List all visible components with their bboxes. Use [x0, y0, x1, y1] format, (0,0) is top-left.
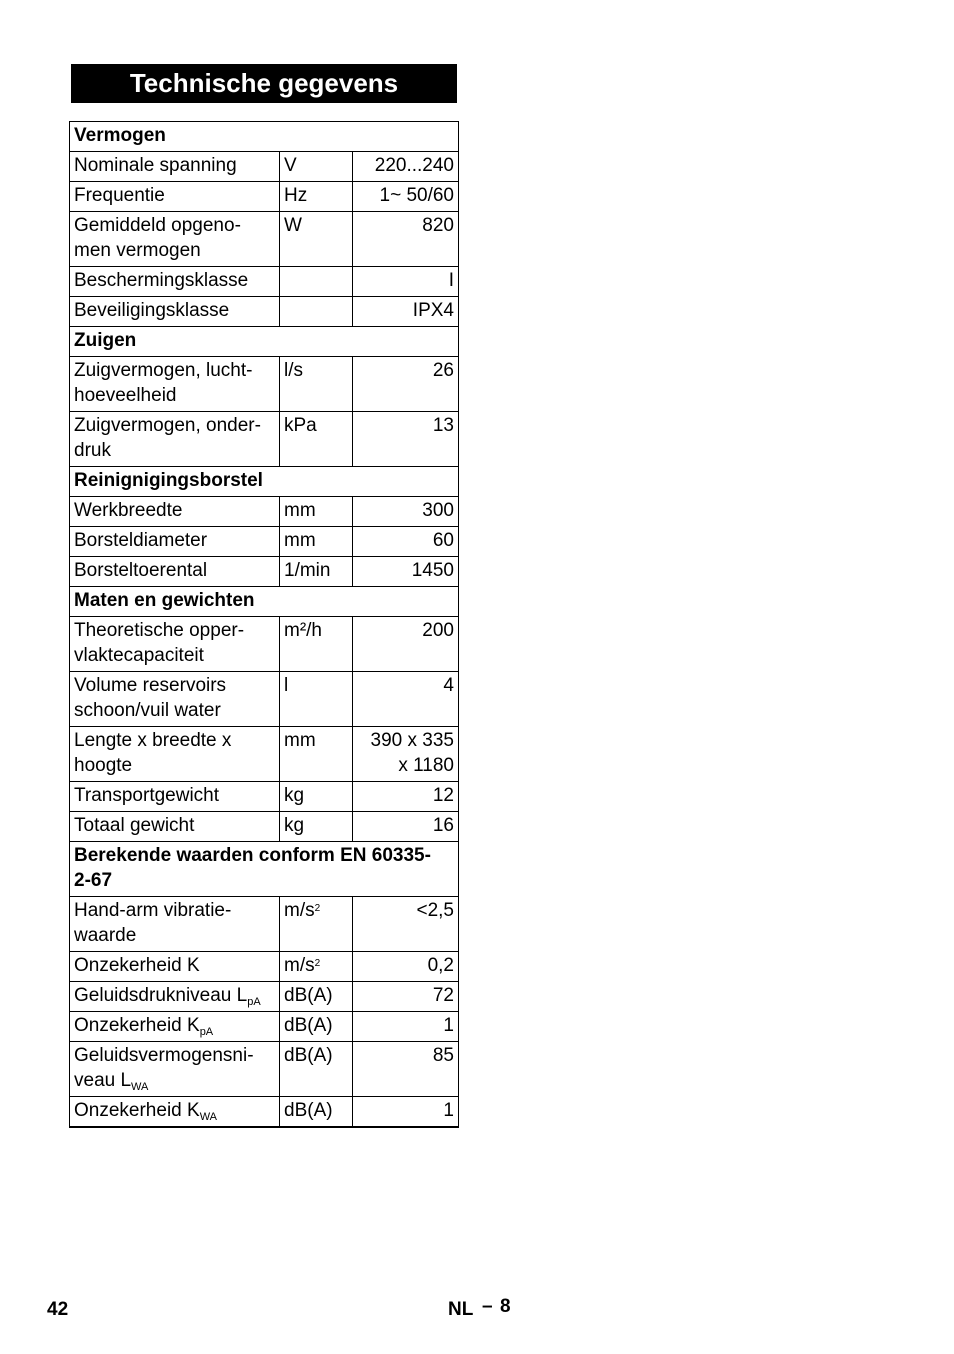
spec-label [70, 182, 280, 212]
spec-label-text: Transportgewicht [74, 785, 220, 806]
spec-label [70, 617, 280, 672]
spec-value: 12 [353, 782, 459, 812]
spec-unit-text: Hz [284, 185, 308, 206]
spec-label-text: Geluidsvermogensni- veau L [74, 1045, 254, 1091]
spec-unit-text: W [284, 215, 302, 236]
spec-value: 1 [353, 1012, 459, 1042]
spec-unit-text: kg [284, 815, 305, 836]
table-row [70, 267, 459, 297]
table-row [70, 212, 459, 267]
table-row [70, 1042, 459, 1097]
spec-value: 1~ 50/60 [353, 182, 459, 212]
spec-unit [280, 297, 353, 327]
spec-label-text: Zuigvermogen, onder- druk [74, 415, 261, 461]
spec-label-text: Beveiligingsklasse [74, 300, 230, 321]
spec-unit [280, 497, 353, 527]
spec-value: <2,5 [353, 897, 459, 952]
spec-label [70, 727, 280, 782]
spec-unit [280, 527, 353, 557]
table-row [70, 782, 459, 812]
spec-label-subscript: WA [131, 1081, 149, 1093]
table-row [70, 617, 459, 672]
section-heading: Maten en gewichten [70, 587, 459, 617]
table-row [70, 412, 459, 467]
section-header-row [70, 327, 459, 357]
spec-value: I [353, 267, 459, 297]
table-row [70, 952, 459, 982]
spec-unit [280, 812, 353, 842]
spec-unit [280, 267, 353, 297]
spec-label [70, 952, 280, 982]
spec-value: 390 x 335 x 1180 [353, 727, 459, 782]
spec-label [70, 412, 280, 467]
spec-label-text: Onzekerheid K [74, 1100, 200, 1121]
table-row [70, 982, 459, 1012]
table-row [70, 152, 459, 182]
table-row [70, 1012, 459, 1042]
spec-unit [280, 897, 353, 952]
spec-label-text: Frequentie [74, 185, 165, 206]
spec-label [70, 1042, 280, 1097]
page-title: Technische gegevens [71, 64, 457, 103]
spec-value: 1 [353, 1097, 459, 1128]
spec-unit-text: kPa [284, 415, 317, 436]
spec-label-text: Theoretische opper- vlaktecapaciteit [74, 620, 245, 666]
spec-label-text: Volume reservoirs schoon/vuil water [74, 675, 227, 721]
spec-label [70, 672, 280, 727]
spec-label [70, 152, 280, 182]
spec-label-subscript: pA [199, 1026, 214, 1038]
spec-unit [280, 982, 353, 1012]
table-row [70, 182, 459, 212]
spec-value: 13 [353, 412, 459, 467]
section-header-row [70, 587, 459, 617]
spec-unit [280, 152, 353, 182]
spec-label-text: Lengte x breedte x hoogte [74, 730, 232, 776]
spec-unit-text: dB(A) [284, 1045, 333, 1066]
spec-value: 820 [353, 212, 459, 267]
spec-unit-text: 1/min [284, 560, 331, 581]
spec-unit-text: dB(A) [284, 1015, 333, 1036]
spec-value: 4 [353, 672, 459, 727]
spec-unit-text: mm [284, 730, 316, 751]
spec-label [70, 1097, 280, 1128]
spec-value: 85 [353, 1042, 459, 1097]
spec-unit-text: l [284, 675, 289, 696]
technical-data-table [69, 121, 459, 1128]
spec-unit [280, 782, 353, 812]
spec-value: 0,2 [353, 952, 459, 982]
spec-unit [280, 727, 353, 782]
table-row [70, 672, 459, 727]
section-header-row [70, 467, 459, 497]
spec-label [70, 897, 280, 952]
spec-label [70, 212, 280, 267]
spec-label [70, 357, 280, 412]
spec-value: 200 [353, 617, 459, 672]
spec-label [70, 812, 280, 842]
spec-label [70, 557, 280, 587]
spec-label-text: Totaal gewicht [74, 815, 195, 836]
spec-value: 26 [353, 357, 459, 412]
spec-unit [280, 357, 353, 412]
spec-value: 60 [353, 527, 459, 557]
spec-label-text: Zuigvermogen, lucht- hoeveelheid [74, 360, 253, 406]
section-header-row [70, 122, 459, 152]
spec-label-text: Geluidsdrukniveau L [74, 985, 248, 1006]
spec-unit-text: l/s [284, 360, 303, 381]
spec-label [70, 527, 280, 557]
spec-unit-superscript: 2 [314, 958, 321, 969]
spec-unit [280, 1012, 353, 1042]
footer-separator: – [482, 1296, 493, 1317]
spec-unit-text: m²/h [284, 620, 322, 641]
spec-unit-superscript: 2 [314, 903, 321, 914]
spec-value: IPX4 [353, 297, 459, 327]
spec-unit [280, 617, 353, 672]
spec-label-subscript: pA [247, 996, 261, 1008]
section-page-number: 8 [500, 1296, 511, 1317]
spec-unit-text: mm [284, 500, 316, 521]
table-row [70, 812, 459, 842]
spec-value: 220...240 [353, 152, 459, 182]
table-row [70, 557, 459, 587]
spec-unit-text: m/s [284, 900, 315, 921]
section-heading: Zuigen [70, 327, 459, 357]
spec-label-text: Onzekerheid K [74, 955, 200, 976]
table-row [70, 897, 459, 952]
spec-value: 1450 [353, 557, 459, 587]
spec-label [70, 1012, 280, 1042]
spec-label [70, 982, 280, 1012]
table-row [70, 1097, 459, 1128]
spec-unit-text: dB(A) [284, 985, 333, 1006]
spec-label-text: Nominale spanning [74, 155, 237, 176]
spec-label [70, 267, 280, 297]
spec-label-text: Onzekerheid K [74, 1015, 200, 1036]
spec-unit [280, 182, 353, 212]
table-row [70, 527, 459, 557]
spec-unit-text: dB(A) [284, 1100, 333, 1121]
spec-unit-text: m/s [284, 955, 315, 976]
section-heading: Vermogen [70, 122, 459, 152]
spec-label-text: Beschermingsklasse [74, 270, 249, 291]
spec-value: 300 [353, 497, 459, 527]
spec-value: 16 [353, 812, 459, 842]
language-code: NL [448, 1299, 474, 1320]
spec-unit [280, 952, 353, 982]
table-row [70, 727, 459, 782]
spec-label [70, 497, 280, 527]
spec-label-text: Borsteldiameter [74, 530, 208, 551]
spec-unit-text: mm [284, 530, 316, 551]
spec-label [70, 297, 280, 327]
spec-unit [280, 1042, 353, 1097]
spec-label-text: Borsteltoerental [74, 560, 208, 581]
table-row [70, 297, 459, 327]
spec-label-text: Gemiddeld opgeno- men vermogen [74, 215, 241, 261]
spec-value: 72 [353, 982, 459, 1012]
spec-unit [280, 212, 353, 267]
spec-unit-text: V [284, 155, 297, 176]
section-heading: Reinignigingsborstel [70, 467, 459, 497]
page-number: 42 [47, 1299, 69, 1320]
table-row [70, 357, 459, 412]
spec-unit [280, 1097, 353, 1128]
table-row [70, 497, 459, 527]
spec-label-text: Werkbreedte [74, 500, 183, 521]
section-heading: Berekende waarden conform EN 60335- 2-67 [70, 842, 459, 897]
section-header-row [70, 842, 459, 897]
spec-unit [280, 412, 353, 467]
spec-label-subscript: WA [199, 1111, 217, 1123]
spec-unit [280, 557, 353, 587]
spec-unit-text: kg [284, 785, 305, 806]
technical-data-body [70, 122, 459, 1128]
spec-unit [280, 672, 353, 727]
spec-label-text: Hand-arm vibratie- waarde [74, 900, 232, 946]
spec-label [70, 782, 280, 812]
